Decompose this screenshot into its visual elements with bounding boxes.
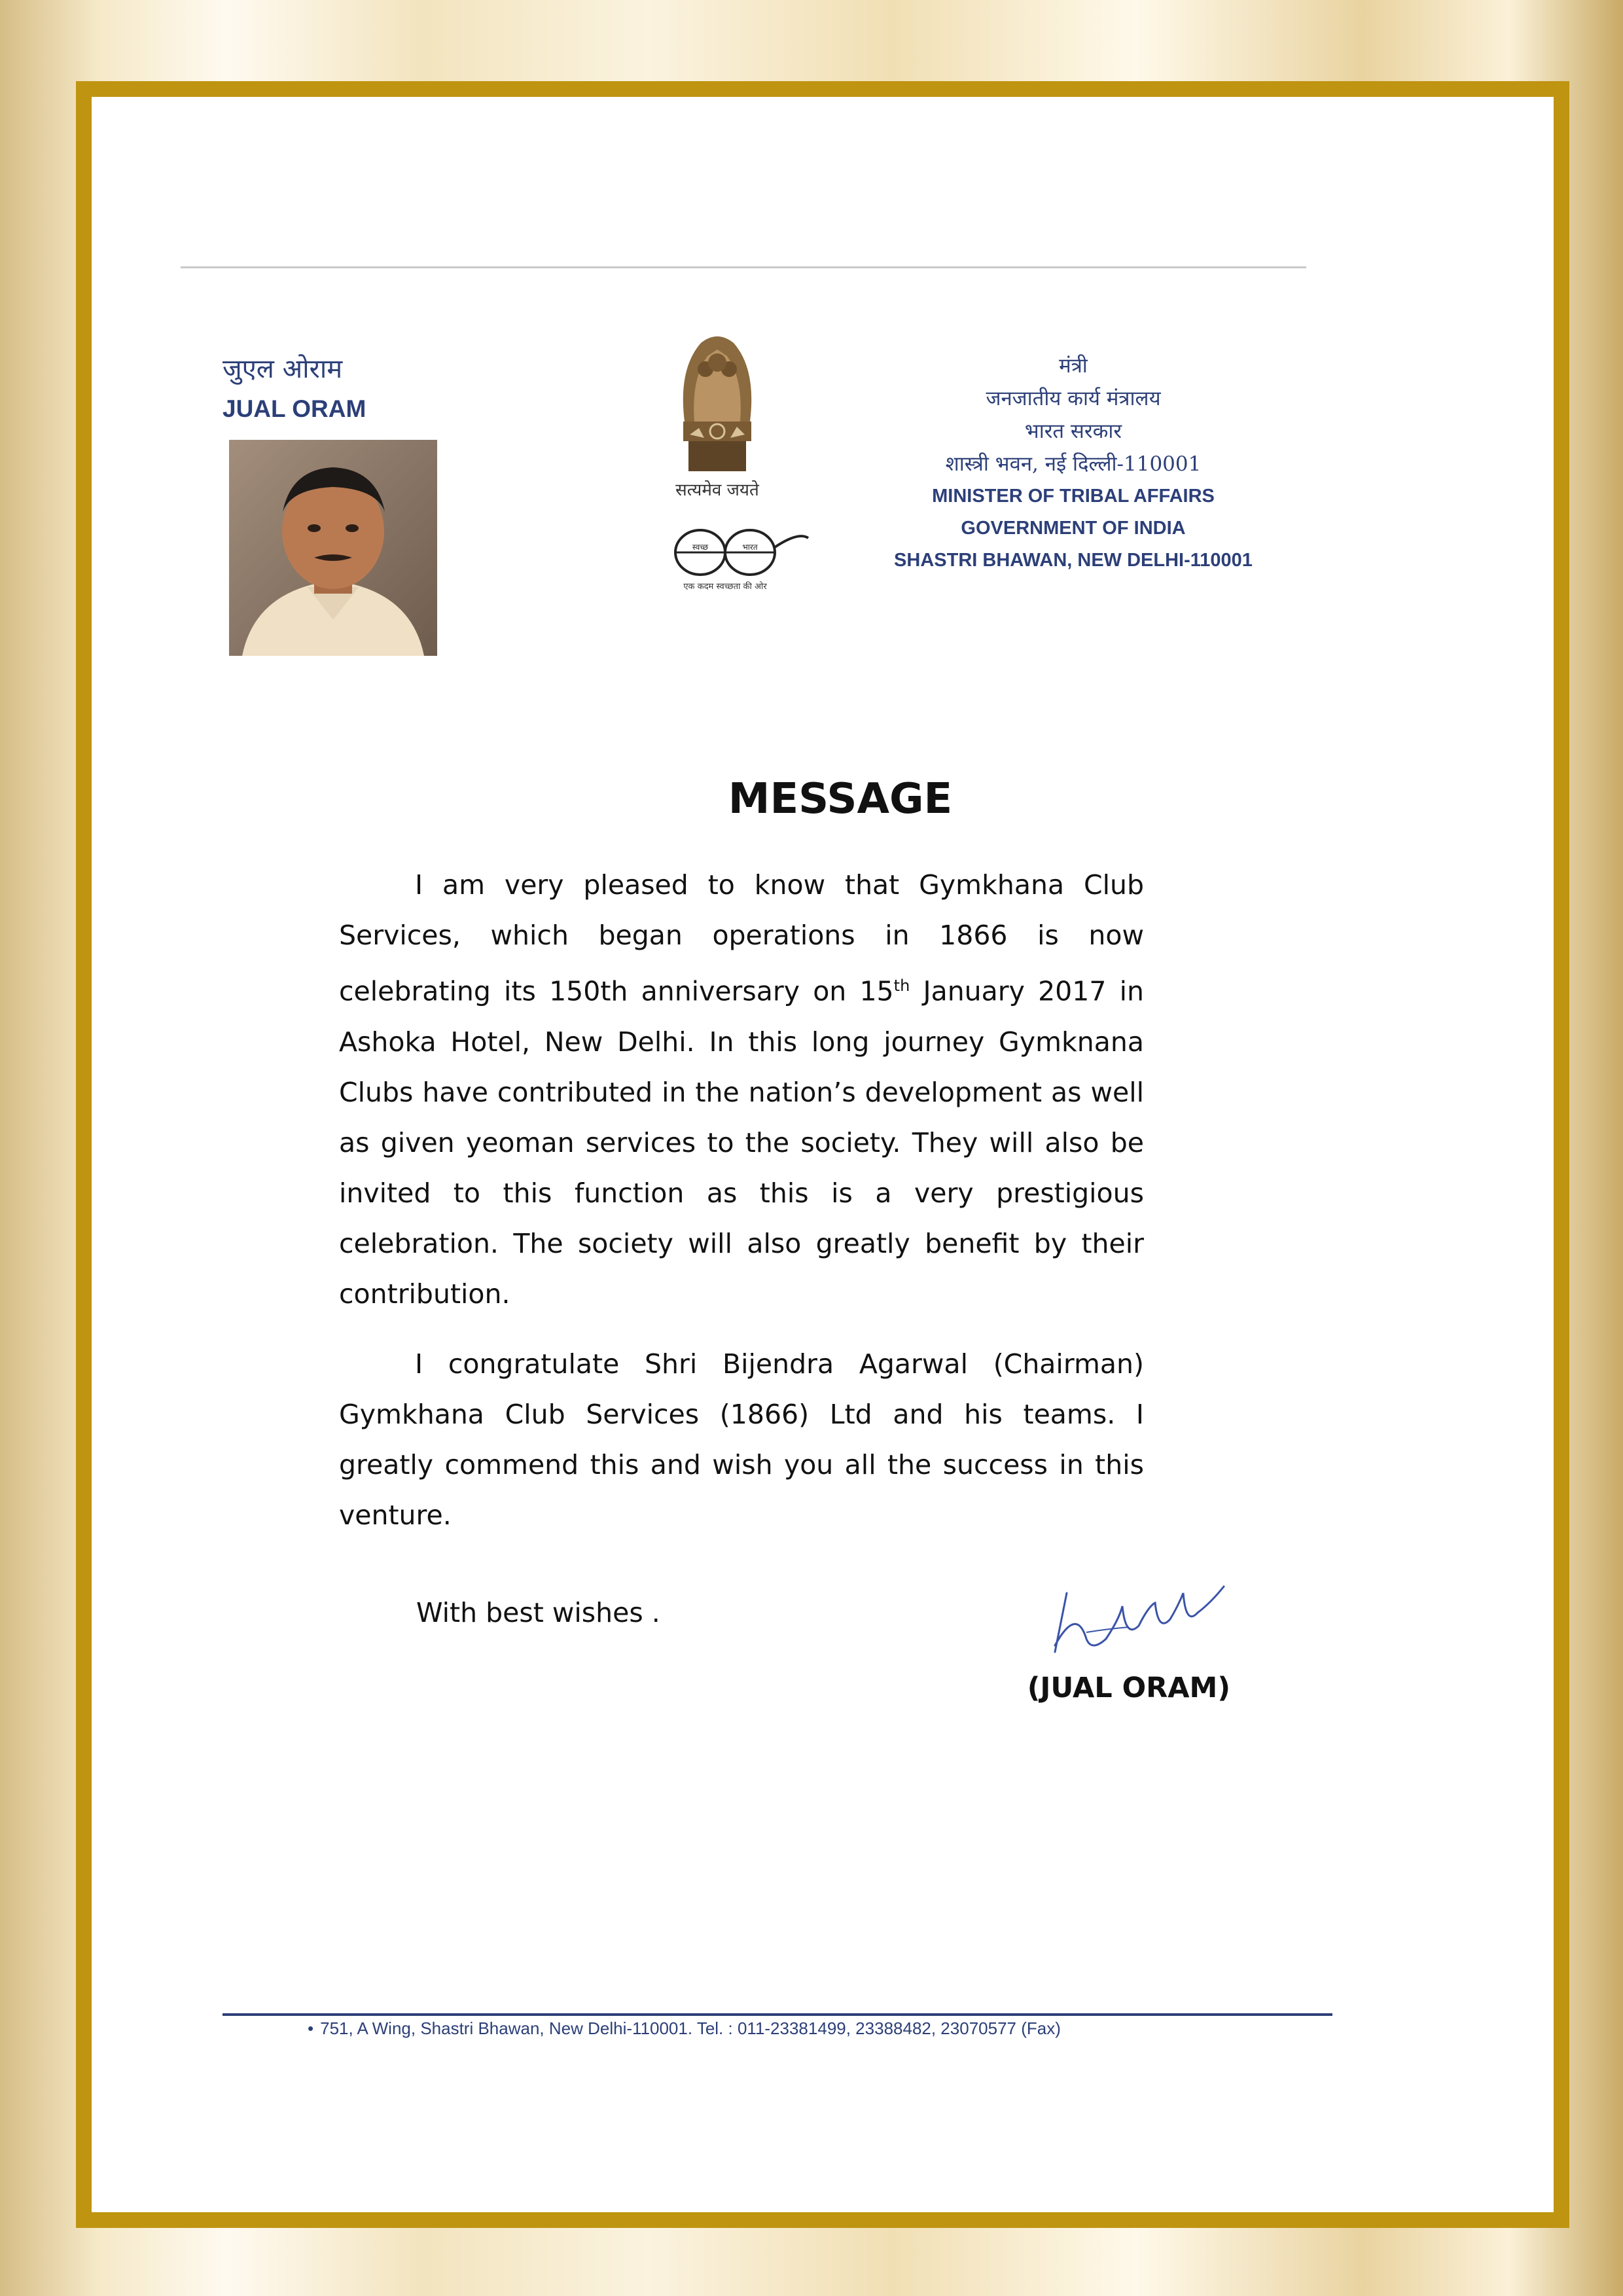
minister-photo [229, 440, 437, 656]
office-line-hindi: जनजातीय कार्य मंत्रालय [986, 387, 1161, 410]
emblem-motto: सत्यमेव जयते [675, 480, 759, 500]
message-paragraph-1 [339, 860, 1144, 1319]
swachh-left-text: स्वच्छ [692, 543, 709, 552]
name-hindi: जुएल ओराम [223, 354, 343, 384]
footer-rule [223, 2013, 1332, 2016]
paragraph-text: I am very pleased to know that Gymkhana Club Services, which began operations in 1866 is now celebrating its 150th anniversary on 15 [339, 869, 1144, 1007]
office-line-english: SHASTRI BHAWAN, NEW DELHI-110001 [894, 550, 1253, 571]
name-english: JUAL ORAM [223, 395, 366, 422]
letter-page [92, 81, 1569, 2228]
message-paragraph-2: I congratulate Shri Bijendra Agarwal (Chairman) Gymkhana Club Services (1866) Ltd and his teams. I greatly commend this and wish you all the success in this venture. [339, 1348, 1144, 1531]
office-line-hindi: शास्त्री भवन, नई दिल्ली-110001 [945, 452, 1202, 476]
header-rule [181, 266, 1306, 268]
ordinal-suffix: th [893, 977, 910, 995]
office-line-english: GOVERNMENT OF INDIA [961, 518, 1186, 539]
handwritten-signature [1014, 1567, 1296, 1665]
office-line-hindi: मंत्री [1059, 354, 1088, 378]
national-emblem-icon [665, 323, 770, 503]
bullet-icon: • [308, 2018, 314, 2038]
closing-wishes: With best wishes . [416, 1597, 660, 1628]
swachh-bharat-logo-icon [668, 518, 812, 587]
swachh-caption: एक कदम स्वच्छता की ओर [683, 582, 767, 592]
office-line-english: MINISTER OF TRIBAL AFFAIRS [932, 486, 1215, 507]
message-body [339, 860, 1144, 1560]
swachh-right-text: भारत [742, 543, 758, 552]
footer-address: 751, A Wing, Shastri Bhawan, New Delhi-110001. Tel. : 011-23381499, 23388482, 23070577 (Fax) [320, 2018, 1061, 2038]
office-line-hindi: भारत सरकार [1024, 420, 1122, 443]
office-block [870, 350, 1276, 577]
message-title: MESSAGE [728, 775, 953, 823]
footer-address-line [308, 2018, 1355, 2039]
signatory-name: (JUAL ORAM) [1027, 1672, 1230, 1704]
portrait-image [229, 440, 437, 656]
paragraph-text: January 2017 in Ashoka Hotel, New Delhi. In this long journey Gymknana Clubs have contributed in the nation’s development as well as given yeoman services to the society. They will also be invited to this function as this is a very prestigious celebration. The society will also greatly benefit by their contribution. [339, 975, 1145, 1310]
